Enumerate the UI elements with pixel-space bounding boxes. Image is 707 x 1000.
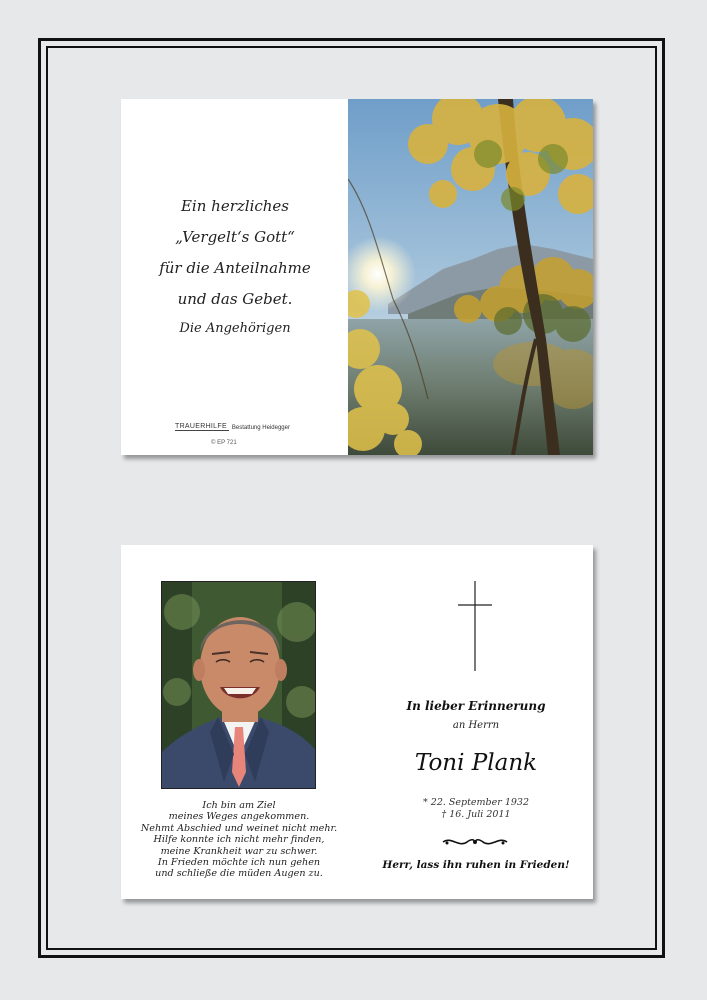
poem-text xyxy=(139,800,339,880)
poem-line: In Frieden möchte ich nun gehen xyxy=(157,857,321,869)
portrait-image xyxy=(162,582,316,789)
portrait-photo xyxy=(161,581,316,789)
thank-you-line: Ein herzliches xyxy=(180,197,290,215)
birth-date: * 22. September 1932 xyxy=(423,797,529,808)
death-date: † 16. Juli 2011 xyxy=(441,809,511,820)
thank-you-line: für die Anteilnahme xyxy=(159,259,311,277)
logo-name: TRAUERHILFE xyxy=(175,423,227,430)
thank-you-card xyxy=(121,99,593,455)
logo-subtitle: Bestattung Heidegger xyxy=(231,425,290,431)
poem-line: meines Weges angekommen. xyxy=(168,811,310,823)
memorial-card xyxy=(121,545,593,899)
cross-icon xyxy=(458,581,492,671)
poem-line: Hilfe konnte ich nicht mehr finden, xyxy=(153,834,325,846)
poem-line: meine Krankheit war zu schwer. xyxy=(160,845,318,857)
poem-line: Ich bin am Ziel xyxy=(202,800,276,811)
thank-you-message xyxy=(121,191,349,315)
memorial-heading: In lieber Erinnerung xyxy=(406,699,546,713)
deceased-name: Toni Plank xyxy=(414,750,538,776)
lake-sunrise-image xyxy=(348,99,593,455)
landscape-photo xyxy=(348,99,593,455)
ornament-icon xyxy=(441,836,509,848)
signoff-text: Die Angehörigen xyxy=(179,321,291,336)
memorial-subheading: an Herrn xyxy=(452,720,500,731)
card-code: © EP 721 xyxy=(211,440,237,446)
poem-line: und schließe die müden Augen zu. xyxy=(155,868,323,880)
thank-you-line: „Vergelt‘s Gott“ xyxy=(175,228,295,246)
thank-you-line: und das Gebet. xyxy=(177,290,293,308)
poem-line: Nehmt Abschied und weinet nicht mehr. xyxy=(140,822,338,834)
blessing-text: Herr, lass ihn ruhen in Frieden! xyxy=(382,859,570,871)
publisher-logo xyxy=(175,423,290,431)
